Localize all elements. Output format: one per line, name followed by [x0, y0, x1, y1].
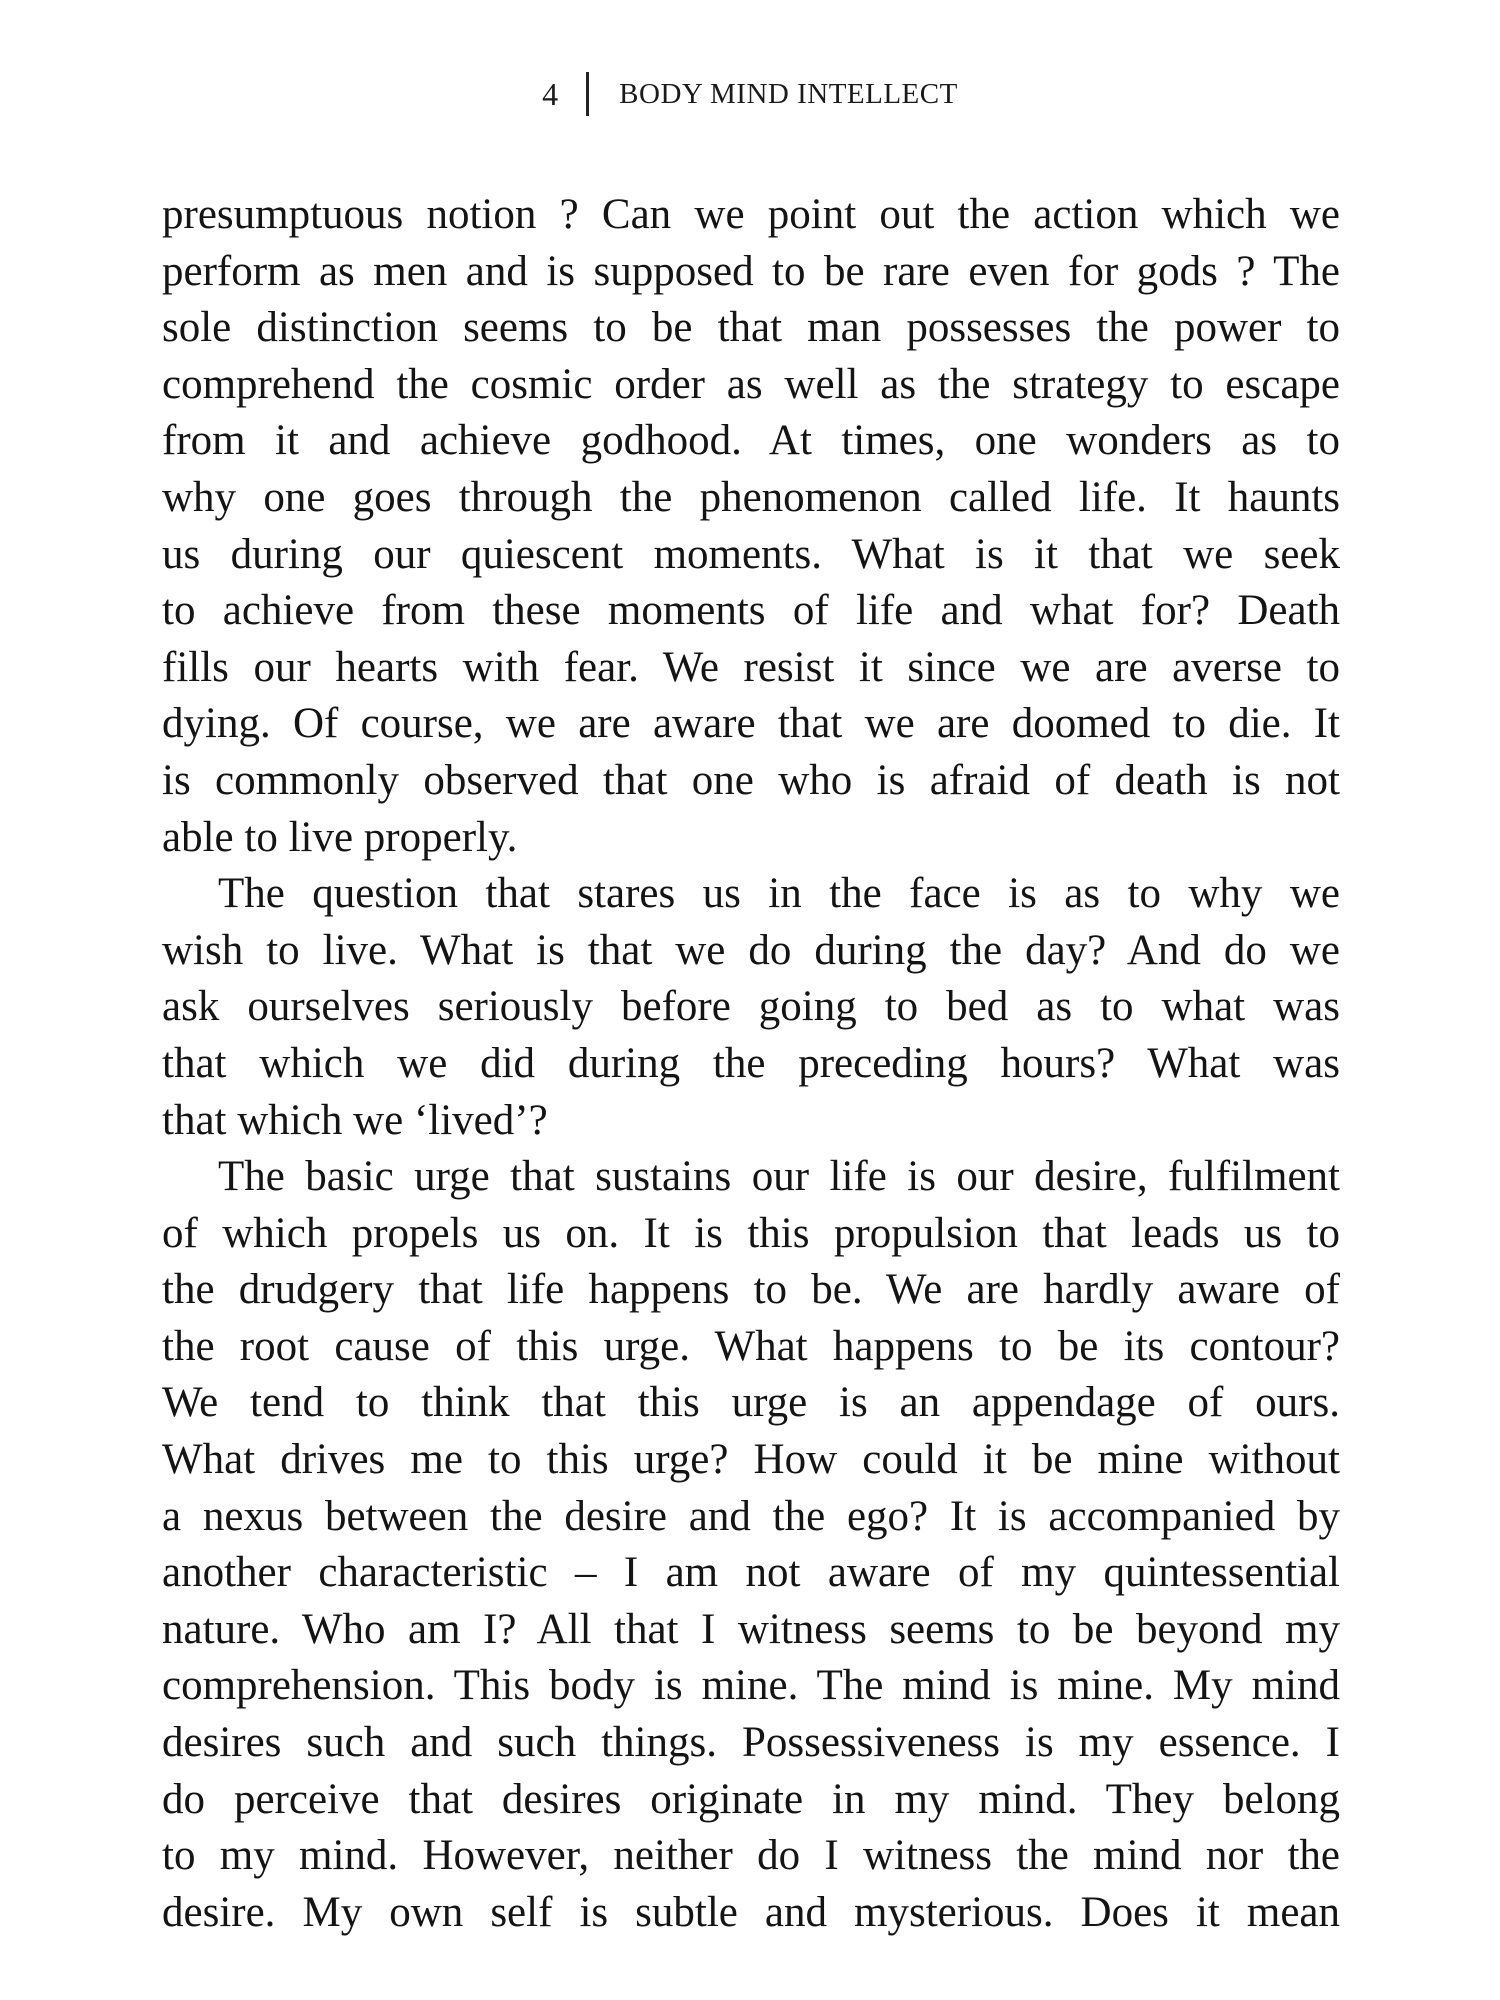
book-title: BODY MIND INTELLECT	[619, 78, 958, 111]
text-line: What drives me to this urge? How could it be mine without	[162, 1436, 1340, 1484]
text-line: desires such and such things. Possessiveness is my essence. I	[162, 1719, 1340, 1767]
text-line: desire. My own self is subtle and mysterious. Does it mean	[162, 1888, 1340, 1936]
text-line: ask ourselves seriously before going to bed as to what was	[162, 983, 1340, 1031]
text-line: We tend to think that this urge is an appendage of ours.	[162, 1379, 1340, 1427]
text-line: presumptuous notion ? Can we point out the action which we	[162, 191, 1340, 238]
text-line: that which we did during the preceding hours? What was	[162, 1039, 1340, 1087]
text-line: from it and achieve godhood. At times, one wonders as to	[162, 417, 1340, 465]
text-line: comprehend the cosmic order as well as the strategy to escape	[162, 360, 1340, 408]
text-line: fills our hearts with fear. We resist it since we are averse to	[162, 643, 1340, 691]
text-line: the root cause of this urge. What happens to be its contour?	[162, 1322, 1340, 1370]
text-line: to my mind. However, neither do I witness the mind nor the	[162, 1832, 1340, 1880]
text-line: the drudgery that life happens to be. We are hardly aware of	[162, 1266, 1340, 1314]
text-line: of which propels us on. It is this propulsion that leads us to	[162, 1209, 1340, 1257]
text-line: wish to live. What is that we do during the day? And do we	[162, 926, 1340, 974]
text-line: do perceive that desires originate in my mind. They belong	[162, 1775, 1340, 1823]
text-line: sole distinction seems to be that man possesses the power to	[162, 304, 1340, 352]
text-line: dying. Of course, we are aware that we are doomed to die. It	[162, 700, 1340, 748]
text-line: nature. Who am I? All that I witness seems to be beyond my	[162, 1605, 1340, 1653]
text-line: why one goes through the phenomenon called life. It haunts	[162, 473, 1340, 521]
body-text	[162, 187, 1340, 1941]
header-divider	[586, 72, 589, 116]
paragraph-end-line: able to live properly.	[162, 813, 518, 861]
paragraph-start-line: The basic urge that sustains our life is our desire, fulfilment	[218, 1153, 1340, 1201]
text-line: a nexus between the desire and the ego? It is accompanied by	[162, 1492, 1340, 1540]
text-line: comprehension. This body is mine. The mind is mine. My mind	[162, 1662, 1340, 1710]
text-line: is commonly observed that one who is afraid of death is not	[162, 756, 1340, 804]
paragraph-end-line: that which we ‘lived’?	[162, 1096, 548, 1144]
text-line: us during our quiescent moments. What is it that we seek	[162, 530, 1340, 578]
paragraph-start-line: The question that stares us in the face is as to why we	[218, 870, 1340, 918]
text-line: another characteristic – I am not aware of my quintessential	[162, 1549, 1340, 1597]
running-head	[0, 72, 1500, 116]
text-line: to achieve from these moments of life and what for? Death	[162, 587, 1340, 635]
page-number: 4	[542, 76, 560, 113]
text-line: perform as men and is supposed to be rare even for gods ? The	[162, 247, 1340, 295]
